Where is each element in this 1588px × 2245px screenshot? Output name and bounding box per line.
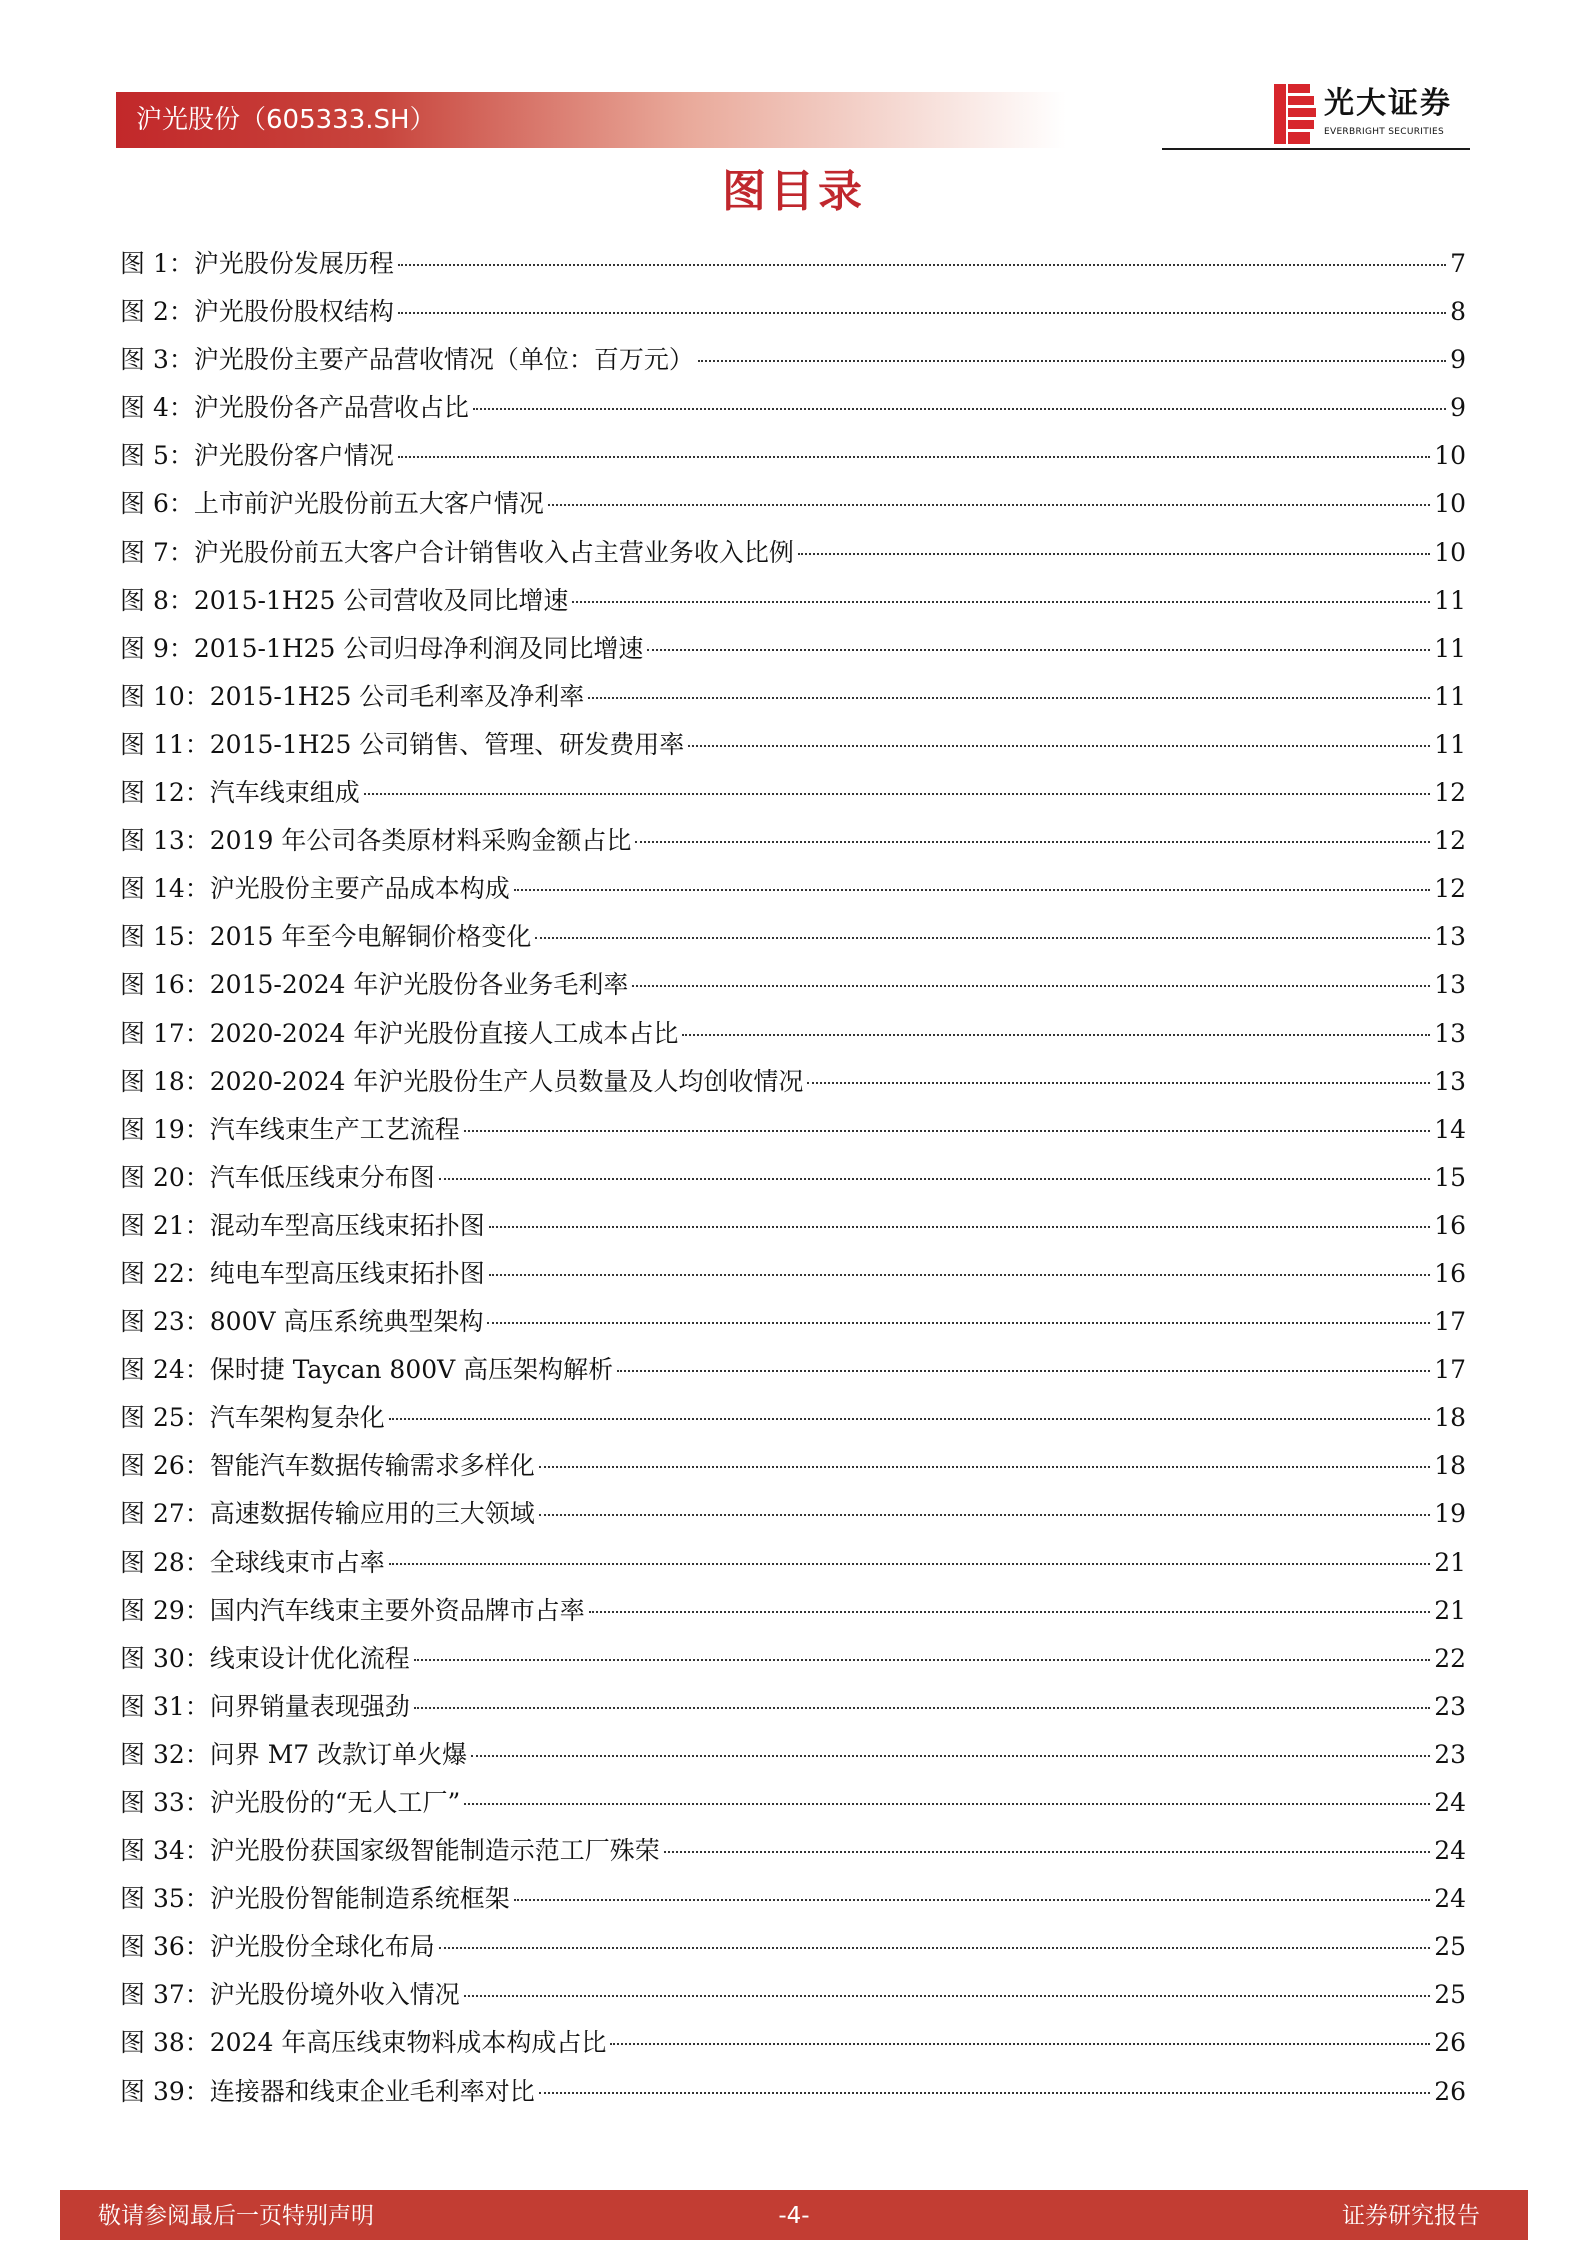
toc-entry-page: 13 <box>1434 1018 1466 1048</box>
toc-dot-leader <box>471 1755 1430 1757</box>
toc-dot-leader <box>489 1226 1430 1228</box>
toc-entry[interactable] <box>120 1683 1466 1731</box>
toc-entry-label: 图 5：沪光股份客户情况 <box>120 441 394 471</box>
toc-entry-page: 12 <box>1434 826 1466 856</box>
toc-entry[interactable] <box>120 1202 1466 1250</box>
toc-entry-label: 图 23：800V 高压系统典型架构 <box>120 1307 484 1337</box>
toc-entry-label: 图 3：沪光股份主要产品营收情况（单位：百万元） <box>120 345 694 375</box>
toc-dot-leader <box>514 1899 1430 1901</box>
toc-dot-leader <box>439 1947 1430 1949</box>
toc-entry[interactable] <box>120 1010 1466 1058</box>
toc-dot-leader <box>398 264 1446 266</box>
toc-entry[interactable] <box>120 1827 1466 1875</box>
toc-entry[interactable] <box>120 2019 1466 2067</box>
toc-entry[interactable] <box>120 1731 1466 1779</box>
toc-entry-label: 图 16：2015-2024 年沪光股份各业务毛利率 <box>120 970 629 1000</box>
toc-entry-page: 10 <box>1434 537 1466 567</box>
toc-entry-page: 21 <box>1434 1595 1466 1625</box>
toc-entry-page: 19 <box>1434 1499 1466 1529</box>
toc-dot-leader <box>473 408 1446 410</box>
toc-entry[interactable] <box>120 1058 1466 1106</box>
toc-entry-page: 25 <box>1434 1980 1466 2010</box>
toc-entry[interactable] <box>120 1250 1466 1298</box>
toc-dot-leader <box>798 553 1430 555</box>
toc-dot-leader <box>807 1082 1430 1084</box>
toc-entry-label: 图 19：汽车线束生产工艺流程 <box>120 1114 460 1144</box>
toc-entry-page: 13 <box>1434 1066 1466 1096</box>
page-title: 图目录 <box>722 166 866 217</box>
toc-dot-leader <box>535 937 1430 939</box>
toc-dot-leader <box>664 1851 1430 1853</box>
toc-entry-page: 23 <box>1434 1691 1466 1721</box>
toc-entry-label: 图 2：沪光股份股权结构 <box>120 297 394 327</box>
footer-page-number: -4- <box>778 2203 810 2229</box>
toc-entry-label: 图 30：线束设计优化流程 <box>120 1643 410 1673</box>
toc-entry-page: 13 <box>1434 922 1466 952</box>
toc-dot-leader <box>489 1274 1430 1276</box>
footer-report-type: 证券研究报告 <box>1342 2203 1480 2229</box>
toc-entry-page: 16 <box>1434 1210 1466 1240</box>
toc-entry[interactable] <box>120 1635 1466 1683</box>
toc-entry[interactable] <box>120 1442 1466 1490</box>
toc-entry[interactable] <box>120 625 1466 673</box>
toc-entry-label: 图 11：2015-1H25 公司销售、管理、研发费用率 <box>120 729 685 759</box>
toc-entry-label: 图 21：混动车型高压线束拓扑图 <box>120 1210 485 1240</box>
toc-entry[interactable] <box>120 1106 1466 1154</box>
toc-dot-leader <box>539 2092 1430 2094</box>
toc-dot-leader <box>635 841 1430 843</box>
toc-entry-label: 图 6：上市前沪光股份前五大客户情况 <box>120 489 544 519</box>
toc-dot-leader <box>364 793 1430 795</box>
toc-entry-label: 图 34：沪光股份获国家级智能制造示范工厂殊荣 <box>120 1836 660 1866</box>
toc-entry-page: 11 <box>1434 681 1466 711</box>
toc-entry-page: 18 <box>1434 1403 1466 1433</box>
toc-dot-leader <box>632 985 1430 987</box>
header-company-title: 沪光股份（605333.SH） <box>136 105 436 135</box>
toc-entry-label: 图 12：汽车线束组成 <box>120 778 360 808</box>
toc-dot-leader <box>548 504 1430 506</box>
toc-entry-page: 10 <box>1434 441 1466 471</box>
figure-table-of-contents <box>120 240 1466 2116</box>
toc-entry-label: 图 15：2015 年至今电解铜价格变化 <box>120 922 532 952</box>
toc-entry-page: 12 <box>1434 874 1466 904</box>
toc-entry-label: 图 37：沪光股份境外收入情况 <box>120 1980 460 2010</box>
toc-entry-label: 图 33：沪光股份的“无人工厂” <box>120 1788 461 1817</box>
toc-entry-page: 23 <box>1434 1739 1466 1769</box>
toc-entry-label: 图 31：问界销量表现强劲 <box>120 1691 410 1721</box>
toc-entry[interactable] <box>120 1539 1466 1587</box>
toc-entry-label: 图 39：连接器和线束企业毛利率对比 <box>120 2076 535 2106</box>
toc-entry[interactable] <box>120 673 1466 721</box>
toc-dot-leader <box>389 1418 1430 1420</box>
toc-entry-label: 图 4：沪光股份各产品营收占比 <box>120 393 469 423</box>
toc-entry-label: 图 38：2024 年高压线束物料成本构成占比 <box>120 2028 607 2058</box>
toc-dot-leader <box>688 745 1430 747</box>
toc-entry-label: 图 24：保时捷 Taycan 800V 高压架构解析 <box>120 1355 614 1385</box>
toc-dot-leader <box>398 456 1430 458</box>
toc-dot-leader <box>414 1659 1430 1661</box>
toc-entry-page: 26 <box>1434 2028 1466 2058</box>
toc-dot-leader <box>539 1466 1430 1468</box>
toc-entry[interactable] <box>120 577 1466 625</box>
footer-disclaimer: 敬请参阅最后一页特别声明 <box>98 2203 374 2229</box>
toc-dot-leader <box>682 1034 1430 1036</box>
toc-entry-page: 24 <box>1434 1836 1466 1866</box>
toc-entry-page: 8 <box>1450 297 1466 327</box>
toc-entry[interactable] <box>120 1346 1466 1394</box>
toc-entry-page: 9 <box>1450 345 1466 375</box>
logo-name-en: EVERBRIGHT SECURITIES <box>1324 127 1444 137</box>
toc-entry-page: 18 <box>1434 1451 1466 1481</box>
toc-entry-label: 图 22：纯电车型高压线束拓扑图 <box>120 1258 485 1288</box>
toc-entry-page: 22 <box>1434 1643 1466 1673</box>
toc-entry-label: 图 26：智能汽车数据传输需求多样化 <box>120 1451 535 1481</box>
everbright-logo-mark-icon <box>1274 84 1316 144</box>
toc-dot-leader <box>610 2043 1430 2045</box>
toc-entry-label: 图 27：高速数据传输应用的三大领域 <box>120 1499 535 1529</box>
toc-dot-leader <box>617 1370 1430 1372</box>
toc-entry-label: 图 35：沪光股份智能制造系统框架 <box>120 1884 510 1914</box>
toc-entry-label: 图 28：全球线束市占率 <box>120 1547 385 1577</box>
toc-entry-label: 图 17：2020-2024 年沪光股份直接人工成本占比 <box>120 1018 679 1048</box>
toc-entry[interactable] <box>120 2068 1466 2116</box>
toc-entry[interactable] <box>120 336 1466 384</box>
toc-entry[interactable] <box>120 529 1466 577</box>
toc-dot-leader <box>539 1514 1430 1516</box>
toc-entry[interactable] <box>120 721 1466 769</box>
toc-entry-label: 图 10：2015-1H25 公司毛利率及净利率 <box>120 681 585 711</box>
toc-entry[interactable] <box>120 432 1466 480</box>
toc-entry-label: 图 32：问界 M7 改款订单火爆 <box>120 1739 468 1769</box>
toc-entry-page: 15 <box>1434 1162 1466 1192</box>
toc-entry[interactable] <box>120 384 1466 432</box>
toc-entry-label: 图 29：国内汽车线束主要外资品牌市占率 <box>120 1595 585 1625</box>
toc-dot-leader <box>588 697 1430 699</box>
toc-entry-page: 24 <box>1434 1788 1466 1817</box>
toc-entry[interactable] <box>120 1154 1466 1202</box>
toc-entry[interactable] <box>120 1923 1466 1971</box>
toc-entry-label: 图 20：汽车低压线束分布图 <box>120 1162 435 1192</box>
toc-entry[interactable] <box>120 1587 1466 1635</box>
toc-entry-page: 9 <box>1450 393 1466 423</box>
toc-entry-label: 图 8：2015-1H25 公司营收及同比增速 <box>120 585 569 615</box>
toc-entry-label: 图 36：沪光股份全球化布局 <box>120 1932 435 1962</box>
toc-entry-page: 24 <box>1434 1884 1466 1914</box>
toc-entry[interactable] <box>120 961 1466 1009</box>
toc-entry-page: 16 <box>1434 1258 1466 1288</box>
toc-entry[interactable] <box>120 817 1466 865</box>
toc-dot-leader <box>647 649 1430 651</box>
toc-entry-page: 11 <box>1434 633 1466 663</box>
toc-entry-label: 图 9：2015-1H25 公司归母净利润及同比增速 <box>120 633 644 663</box>
toc-entry-page: 14 <box>1434 1114 1466 1144</box>
toc-entry[interactable] <box>120 1298 1466 1346</box>
toc-entry-page: 17 <box>1434 1307 1466 1337</box>
toc-entry-page: 7 <box>1450 249 1466 278</box>
toc-dot-leader <box>487 1322 1430 1324</box>
header-rule <box>1162 148 1470 150</box>
toc-entry[interactable] <box>120 288 1466 336</box>
toc-entry-label: 图 14：沪光股份主要产品成本构成 <box>120 874 510 904</box>
toc-dot-leader <box>464 1803 1430 1805</box>
toc-dot-leader <box>414 1707 1430 1709</box>
toc-dot-leader <box>464 1130 1430 1132</box>
toc-entry[interactable] <box>120 480 1466 528</box>
toc-entry[interactable] <box>120 1971 1466 2019</box>
toc-entry[interactable] <box>120 1490 1466 1538</box>
toc-entry[interactable] <box>120 1394 1466 1442</box>
everbright-logo <box>1274 84 1470 144</box>
toc-entry-label: 图 7：沪光股份前五大客户合计销售收入占主营业务收入比例 <box>120 537 794 567</box>
toc-entry[interactable] <box>120 913 1466 961</box>
toc-dot-leader <box>589 1611 1430 1613</box>
toc-entry-label: 图 1：沪光股份发展历程 <box>120 249 394 278</box>
toc-entry-label: 图 13：2019 年公司各类原材料采购金额占比 <box>120 826 632 856</box>
toc-entry-page: 11 <box>1434 729 1466 759</box>
toc-entry[interactable] <box>120 1875 1466 1923</box>
toc-entry[interactable] <box>120 240 1466 288</box>
toc-entry-page: 26 <box>1434 2076 1466 2106</box>
toc-dot-leader <box>514 889 1430 891</box>
toc-entry-page: 17 <box>1434 1355 1466 1385</box>
toc-entry[interactable] <box>120 865 1466 913</box>
toc-entry-page: 21 <box>1434 1547 1466 1577</box>
toc-entry[interactable] <box>120 769 1466 817</box>
toc-dot-leader <box>572 601 1430 603</box>
toc-entry-label: 图 25：汽车架构复杂化 <box>120 1403 385 1433</box>
toc-entry[interactable] <box>120 1779 1466 1827</box>
toc-entry-page: 13 <box>1434 970 1466 1000</box>
toc-entry-page: 10 <box>1434 489 1466 519</box>
toc-entry-label: 图 18：2020-2024 年沪光股份生产人员数量及人均创收情况 <box>120 1066 804 1096</box>
toc-dot-leader <box>439 1178 1430 1180</box>
toc-entry-page: 25 <box>1434 1932 1466 1962</box>
toc-dot-leader <box>398 312 1446 314</box>
toc-dot-leader <box>698 360 1446 362</box>
toc-dot-leader <box>389 1563 1430 1565</box>
toc-entry-page: 11 <box>1434 585 1466 615</box>
toc-entry-page: 12 <box>1434 778 1466 808</box>
toc-dot-leader <box>464 1995 1430 1997</box>
logo-name-cn: 光大证券 <box>1324 86 1452 121</box>
